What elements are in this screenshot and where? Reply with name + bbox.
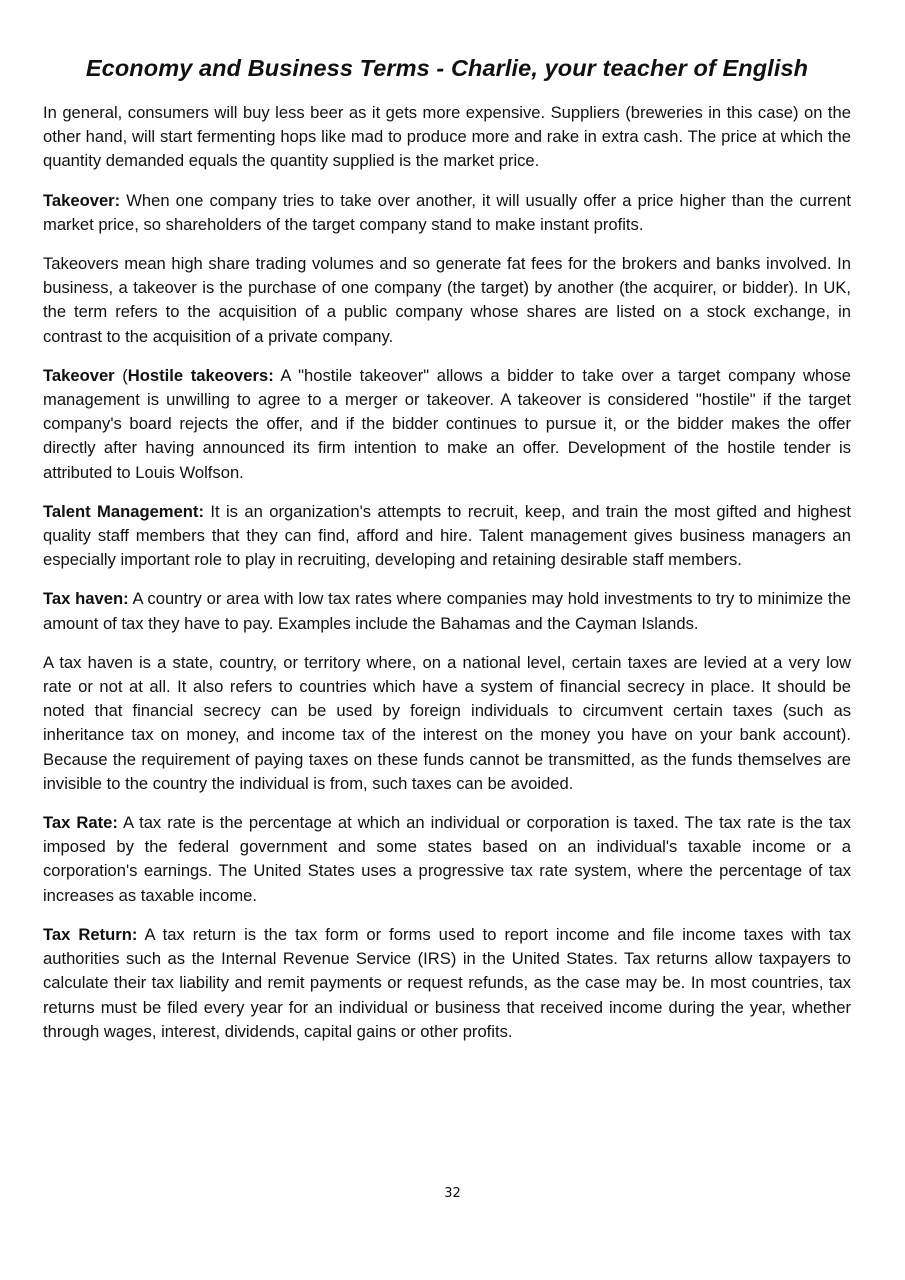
term-definition: A tax rate is the percentage at which an individual or corporation is taxed. The tax rate is the tax imposed by the federal government and some states based on an individual's taxable income or a corporation's earnings. The United States uses a progressive tax rate system, where the percentage of tax increases as taxable income. (43, 813, 851, 905)
page-title: Economy and Business Terms - Charlie, your teacher of English (85, 55, 809, 81)
term-label: Takeover (43, 365, 115, 385)
paragraph-text: Takeovers mean high share trading volumes and so generate fat fees for the brokers and banks involved. In business, a takeover is the purchase of one company (the target) by another (the acquirer, or bidder). In UK, the term refers to the acquisition of a public company whose shares are listed on a stock exchange, in contrast to the acquisition of a private company. (43, 254, 851, 346)
paragraph-text: A tax haven is a state, country, or territory where, on a national level, certain taxes are levied at a very low rate or not at all. It also refers to countries which have a system of financial secrecy in place. It should be noted that financial secrecy can be used by foreign individuals to circumvent certain taxes (such as inheritance tax on money, and income tax of the interest on the money you have on your bank account). Because the requirement of paying taxes on these funds cannot be transmitted, as the funds themselves are invisible to the country the individual is from, such taxes can be avoided. (43, 652, 851, 793)
term-tax-return (43, 923, 851, 1044)
term-label: Talent Management: (43, 501, 204, 521)
term-sublabel: Hostile takeovers: (127, 365, 274, 385)
term-tax-rate (43, 811, 851, 908)
page-number: 32 (444, 1186, 461, 1201)
term-definition: It is an organization's attempts to recruit, keep, and train the most gifted and highest quality staff members that they can find, afford and hire. Talent management gives business managers an especially important role to play in recruiting, developing and retaining desirable staff members. (43, 501, 851, 570)
term-talent-management (43, 500, 851, 573)
paragraph-text: In general, consumers will buy less beer as it gets more expensive. Suppliers (breweries in this case) on the other hand, will start fermenting hops like mad to produce more and rake in extra cash. The price at which the quantity demanded equals the quantity supplied is the market price. (43, 103, 851, 171)
term-tax-haven (43, 587, 851, 635)
term-definition: A country or area with low tax rates where companies may hold investments to try to minimize the amount of tax they have to pay. Examples include the Bahamas and the Cayman Islands. (43, 589, 851, 633)
term-definition: When one company tries to take over another, it will usually offer a price higher than the current market price, so shareholders of the target company stand to make instant profits. (43, 190, 851, 234)
intro-paragraph (43, 101, 851, 174)
term-label: Tax Return: (43, 924, 138, 944)
takeover-detail-paragraph (43, 252, 851, 349)
term-label: Tax Rate: (43, 813, 118, 833)
tax-haven-detail-paragraph (43, 651, 851, 796)
term-label: Tax haven: (43, 589, 129, 609)
term-takeover (43, 189, 851, 237)
term-label: Takeover: (43, 190, 121, 210)
term-separator: ( (114, 365, 128, 385)
page-content (43, 0, 851, 1280)
term-definition: A "hostile takeover" allows a bidder to take over a target company whose management is unwilling to agree to a merger or takeover. A takeover is considered "hostile" if the target company's board rejects the offer, and if the bidder continues to pursue it, or the bidder makes the offer directly after having announced its firm intention to make an offer. Development of the hostile tender is attributed to Louis Wolfson. (43, 365, 851, 482)
term-hostile-takeovers (43, 364, 851, 485)
term-definition: A tax return is the tax form or forms used to report income and file income taxes with tax authorities such as the Internal Revenue Service (IRS) in the United States. Tax returns allow taxpayers to calculate their tax liability and remit payments or request refunds, as the case may be. In most countries, tax returns must be filed every year for an individual or business that received income during the year, whether through wages, interest, dividends, capital gains or other profits. (43, 924, 851, 1041)
